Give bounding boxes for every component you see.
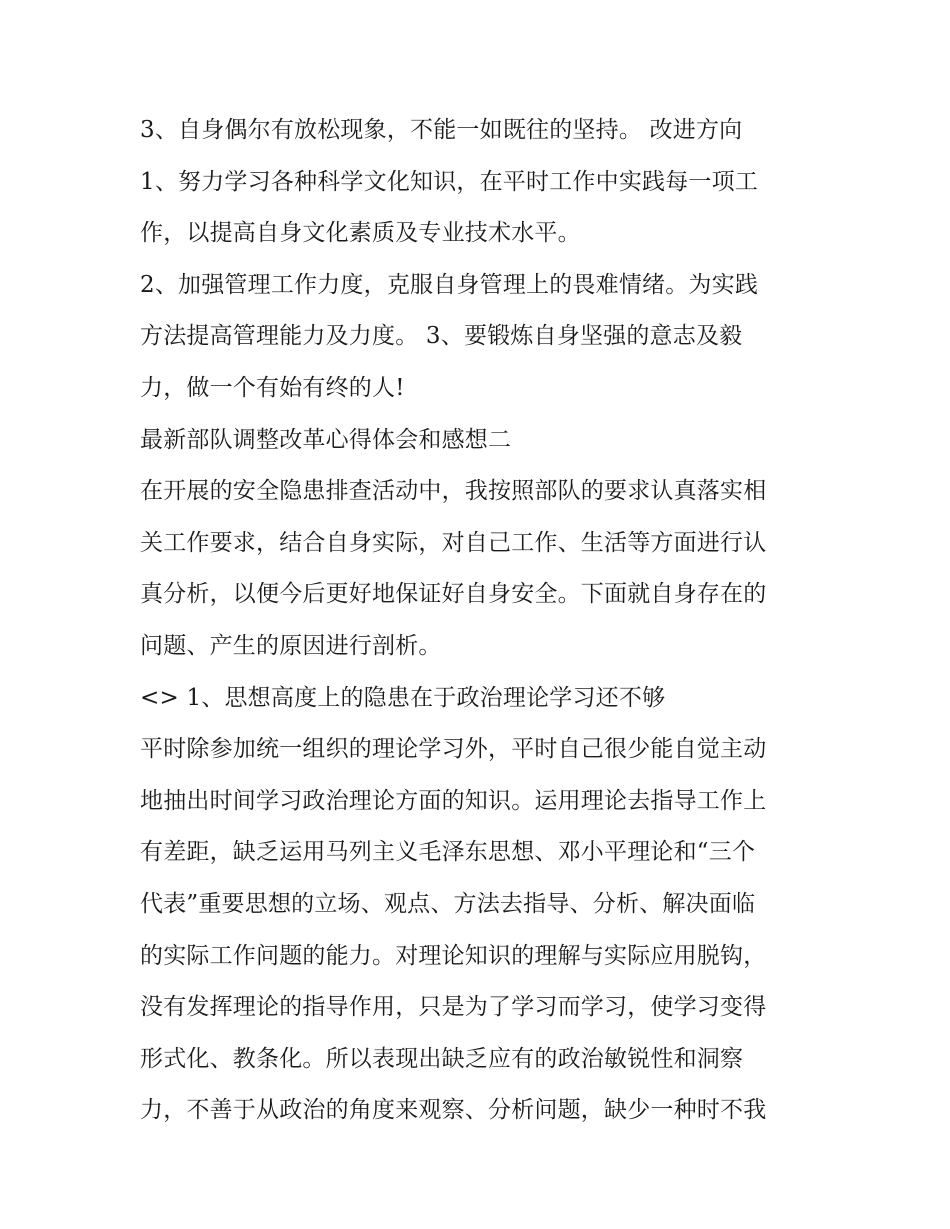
text-line: 3、自身偶尔有放松现象，不能一如既往的坚持。 改进方向 bbox=[140, 117, 743, 143]
text-line: 没有发挥理论的指导作用，只是为了学习而学习，使学习变得 bbox=[140, 994, 767, 1021]
text-line: 形式化、教条化。所以表现出缺乏应有的政治敏锐性和洞察 bbox=[140, 1045, 744, 1072]
text-line: 地抽出时间学习政治理论方面的知识。运用理论去指导工作上 bbox=[140, 787, 767, 814]
text-line: 关工作要求，结合自身实际，对自己工作、生活等方面进行认 bbox=[140, 529, 767, 556]
text-line: 力，做一个有始有终的人! bbox=[140, 374, 405, 401]
document-body bbox=[140, 108, 820, 1140]
subsection-heading: <> 1、思想高度上的隐患在于政治理论学习还不够 bbox=[140, 684, 666, 711]
text-line: 方法提高管理能力及力度。 3、要锻炼自身坚强的意志及毅 bbox=[140, 323, 743, 350]
text-line: 力，不善于从政治的角度来观察、分析问题，缺少一种时不我 bbox=[140, 1097, 767, 1124]
text-line: 作，以提高自身文化素质及专业技术水平。 bbox=[140, 220, 581, 247]
text-line: 问题、产生的原因进行剖析。 bbox=[140, 632, 442, 659]
text-line: 代表”重要思想的立场、观点、方法去指导、分析、解决面临 bbox=[140, 890, 756, 917]
text-line: 平时除参加统一组织的理论学习外，平时自己很少能自觉主动 bbox=[140, 736, 767, 763]
text-line: 在开展的安全隐患排查活动中，我按照部队的要求认真落实相 bbox=[140, 478, 767, 505]
text-line: 2、加强管理工作力度，克服自身管理上的畏难情绪。为实践 bbox=[140, 271, 759, 298]
text-line: 真分析，以便今后更好地保证好自身安全。下面就自身存在的 bbox=[140, 581, 767, 608]
section-heading: 最新部队调整改革心得体会和感想二 bbox=[140, 426, 512, 453]
text-line: 的实际工作问题的能力。对理论知识的理解与实际应用脱钩， bbox=[140, 942, 767, 969]
text-line: 1、努力学习各种科学文化知识，在平时工作中实践每一项工 bbox=[140, 168, 759, 195]
text-line: 有差距，缺乏运用马列主义毛泽东思想、邓小平理论和“三个 bbox=[140, 839, 756, 866]
